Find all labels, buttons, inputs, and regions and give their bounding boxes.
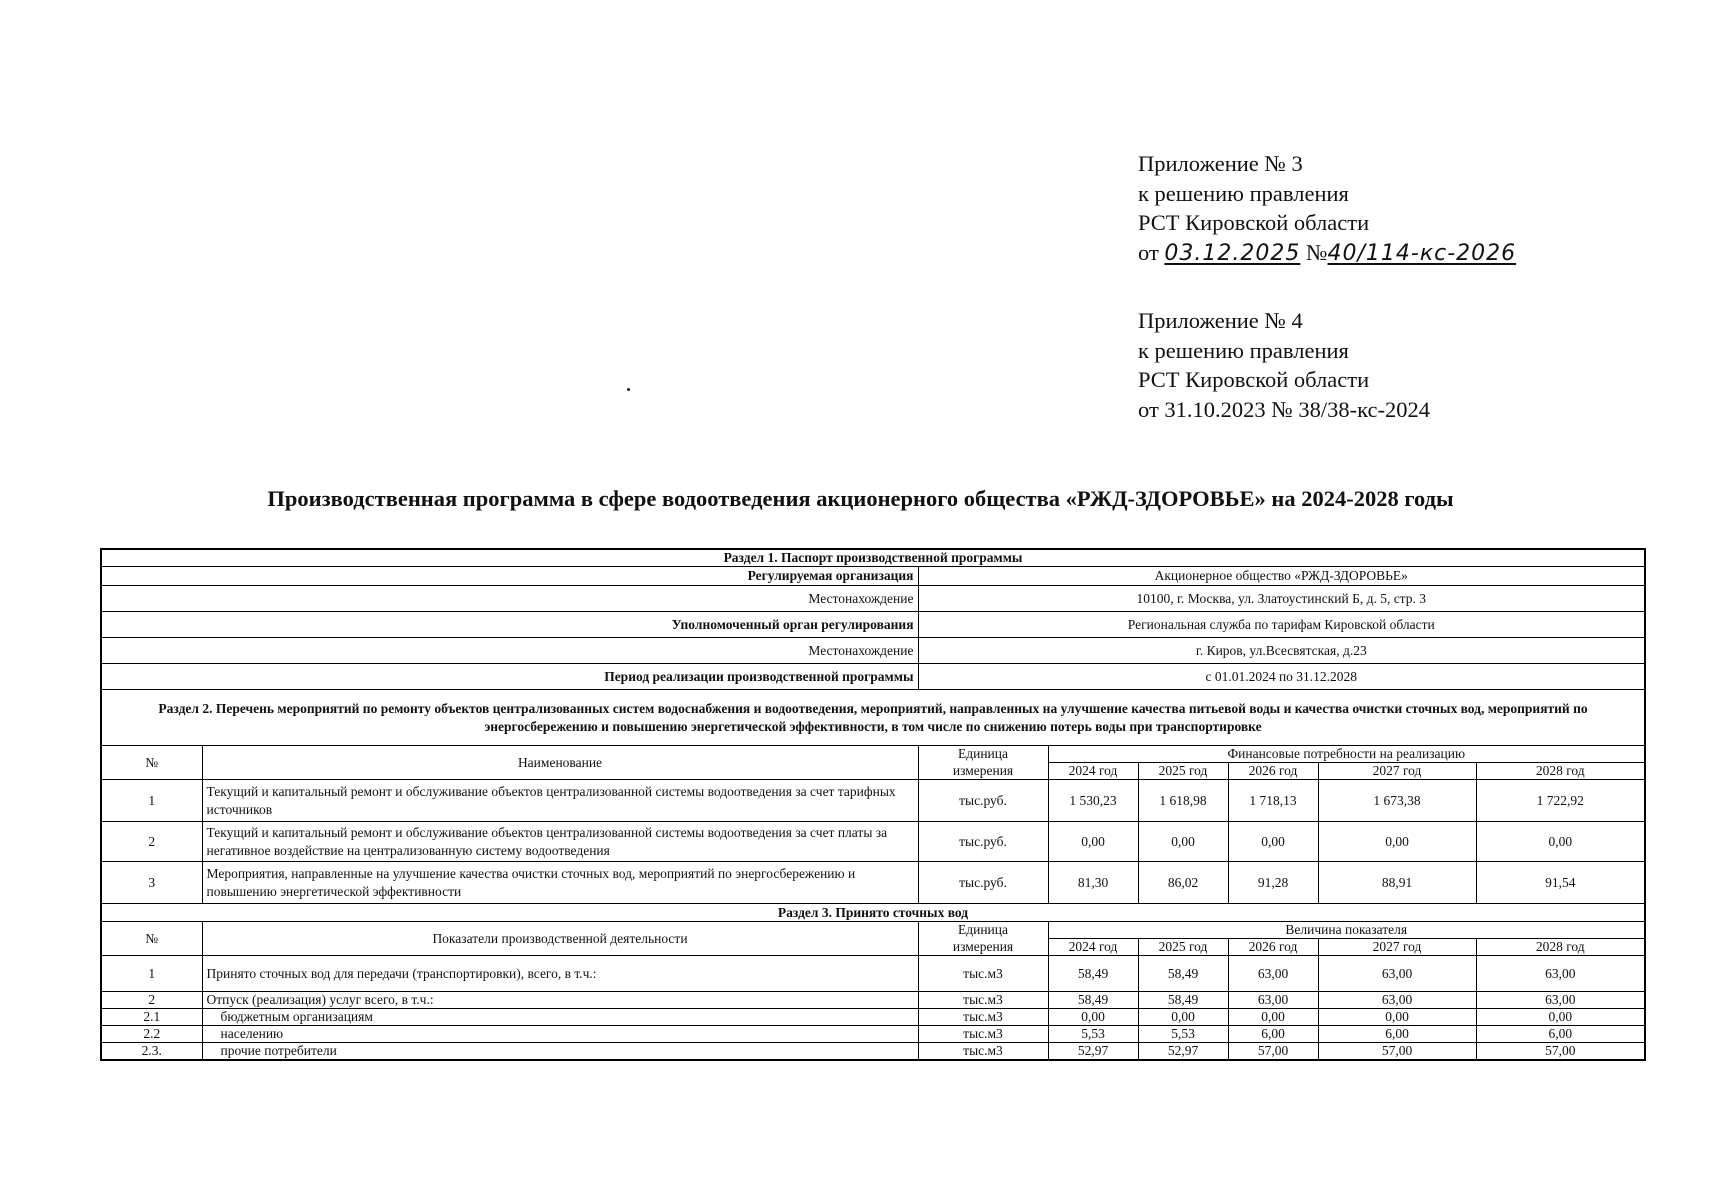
row-value: 0,00 <box>1228 822 1318 862</box>
table-row <box>101 1026 1645 1043</box>
row-value: 57,00 <box>1228 1043 1318 1061</box>
row-number: 2.3. <box>101 1043 202 1061</box>
row-value: 63,00 <box>1476 956 1645 992</box>
section-2-header: Раздел 2. Перечень мероприятий по ремонту объектов централизованных систем водоснабжения и водоотведения, мероприятий, направленных на улучшение качества питьевой воды и качества очистки сточных вод, мероприятий по энергосбережению и повышению энергетической эффективности, в том числе по снижению потерь воды при транспортировке <box>101 690 1645 746</box>
row-value: 91,28 <box>1228 862 1318 904</box>
row-value: 58,49 <box>1048 956 1138 992</box>
col-header-year: 2028 год <box>1476 763 1645 780</box>
row-value: 0,00 <box>1048 1009 1138 1026</box>
row-name: прочие потребители <box>202 1043 918 1061</box>
appendix-4-block <box>1138 306 1430 424</box>
appendix-3-number-prefix: № <box>1306 239 1328 265</box>
row-unit: тыс.руб. <box>918 822 1048 862</box>
passport-value: 10100, г. Москва, ул. Златоустинский Б, д. 5, стр. 3 <box>918 586 1645 612</box>
row-number: 2.1 <box>101 1009 202 1026</box>
row-value: 63,00 <box>1318 956 1476 992</box>
row-name: Текущий и капитальный ремонт и обслуживание объектов централизованной системы водоотведения за счет платы за негативное воздействие на централизованную систему водоотведения <box>202 822 918 862</box>
row-unit: тыс.руб. <box>918 780 1048 822</box>
row-number: 2 <box>101 992 202 1009</box>
col-header-year: 2026 год <box>1228 763 1318 780</box>
row-name: Текущий и капитальный ремонт и обслуживание объектов централизованной системы водоотведения за счет тарифных источников <box>202 780 918 822</box>
col-header-unit: Единица <box>918 746 1048 763</box>
row-value: 63,00 <box>1318 992 1476 1009</box>
table-row <box>101 862 1645 904</box>
row-value: 1 618,98 <box>1138 780 1228 822</box>
table-row <box>101 992 1645 1009</box>
row-unit: тыс.м3 <box>918 1009 1048 1026</box>
col-header-number: № <box>101 746 202 780</box>
row-unit: тыс.м3 <box>918 1026 1048 1043</box>
col-header-year: 2024 год <box>1048 763 1138 780</box>
row-value: 52,97 <box>1138 1043 1228 1061</box>
row-value: 52,97 <box>1048 1043 1138 1061</box>
passport-row <box>101 586 1645 612</box>
row-name: Мероприятия, направленные на улучшение качества очистки сточных вод, мероприятий по энергосбережению и повышению энергетической эффективности <box>202 862 918 904</box>
table-row <box>101 822 1645 862</box>
row-number: 2.2 <box>101 1026 202 1043</box>
col-header-financial-needs: Финансовые потребности на реализацию <box>1048 746 1645 763</box>
row-value: 6,00 <box>1228 1026 1318 1043</box>
appendix-3-title: Приложение № 3 <box>1138 151 1303 176</box>
appendix-3-line-3: РСТ Кировской области <box>1138 210 1370 235</box>
appendix-3-handwritten-number: 40/114-кс-2026 <box>1327 240 1517 266</box>
appendix-3-block <box>1138 149 1516 268</box>
row-value: 6,00 <box>1318 1026 1476 1043</box>
appendix-4-title: Приложение № 4 <box>1138 308 1303 333</box>
row-name: Принято сточных вод для передачи (транспортировки), всего, в т.ч.: <box>202 956 918 992</box>
appendix-3-handwritten-date: 03.12.2025 <box>1164 240 1301 266</box>
col-header-indicator-value: Величина показателя <box>1048 922 1645 939</box>
col-header-unit: Единица <box>918 922 1048 939</box>
production-program-table <box>100 548 1646 1061</box>
appendix-3-line-2: к решению правления <box>1138 180 1349 206</box>
passport-value: г. Киров, ул.Всесвятская, д.23 <box>918 638 1645 664</box>
document-title: Производственная программа в сфере водоотведения акционерного общества «РЖД-ЗДОРОВЬЕ» на 2024-2028 годы <box>267 486 1454 511</box>
row-name: бюджетным организациям <box>202 1009 918 1026</box>
passport-label: Местонахождение <box>101 638 918 664</box>
row-value: 0,00 <box>1048 822 1138 862</box>
row-number: 1 <box>101 780 202 822</box>
row-value: 0,00 <box>1138 1009 1228 1026</box>
scan-speck <box>627 388 630 391</box>
appendix-4-line-4: от 31.10.2023 № 38/38-кс-2024 <box>1138 396 1430 422</box>
col-header-year: 2025 год <box>1138 939 1228 956</box>
passport-label: Регулируемая организация <box>101 567 918 586</box>
passport-row <box>101 567 1645 586</box>
row-name: Отпуск (реализация) услуг всего, в т.ч.: <box>202 992 918 1009</box>
col-header-indicators: Показатели производственной деятельности <box>202 922 918 956</box>
section-3-header: Раздел 3. Принято сточных вод <box>101 904 1645 922</box>
row-name: населению <box>202 1026 918 1043</box>
row-unit: тыс.м3 <box>918 956 1048 992</box>
table-row <box>101 780 1645 822</box>
row-value: 57,00 <box>1318 1043 1476 1061</box>
col-header-unit-line-2: измерения <box>918 763 1048 780</box>
row-value: 6,00 <box>1476 1026 1645 1043</box>
row-value: 5,53 <box>1048 1026 1138 1043</box>
row-value: 58,49 <box>1138 992 1228 1009</box>
appendix-4-line-2: к решению правления <box>1138 337 1349 363</box>
passport-row <box>101 612 1645 638</box>
col-header-year: 2027 год <box>1318 763 1476 780</box>
row-value: 5,53 <box>1138 1026 1228 1043</box>
row-value: 63,00 <box>1476 992 1645 1009</box>
row-unit: тыс.руб. <box>918 862 1048 904</box>
row-value: 0,00 <box>1476 1009 1645 1026</box>
row-value: 0,00 <box>1476 822 1645 862</box>
col-header-year: 2024 год <box>1048 939 1138 956</box>
row-unit: тыс.м3 <box>918 1043 1048 1061</box>
row-value: 1 673,38 <box>1318 780 1476 822</box>
row-value: 81,30 <box>1048 862 1138 904</box>
section-1-header: Раздел 1. Паспорт производственной программы <box>101 549 1645 567</box>
passport-value: с 01.01.2024 по 31.12.2028 <box>918 664 1645 690</box>
appendix-4-line-3: РСТ Кировской области <box>1138 367 1370 392</box>
row-number: 1 <box>101 956 202 992</box>
row-value: 1 530,23 <box>1048 780 1138 822</box>
col-header-year: 2026 год <box>1228 939 1318 956</box>
row-value: 91,54 <box>1476 862 1645 904</box>
row-value: 1 718,13 <box>1228 780 1318 822</box>
appendix-3-from-prefix: от <box>1138 239 1159 265</box>
row-value: 57,00 <box>1476 1043 1645 1061</box>
row-value: 1 722,92 <box>1476 780 1645 822</box>
row-value: 0,00 <box>1318 1009 1476 1026</box>
col-header-year: 2028 год <box>1476 939 1645 956</box>
table-row <box>101 956 1645 992</box>
row-value: 0,00 <box>1228 1009 1318 1026</box>
table-row <box>101 1009 1645 1026</box>
passport-row <box>101 638 1645 664</box>
appendix-3-date-line <box>1138 238 1516 269</box>
passport-label: Период реализации производственной программы <box>101 664 918 690</box>
row-number: 3 <box>101 862 202 904</box>
passport-value: Акционерное общество «РЖД-ЗДОРОВЬЕ» <box>918 567 1645 586</box>
col-header-year: 2025 год <box>1138 763 1228 780</box>
passport-value: Региональная служба по тарифам Кировской области <box>918 612 1645 638</box>
col-header-number: № <box>101 922 202 956</box>
row-value: 63,00 <box>1228 956 1318 992</box>
col-header-name: Наименование <box>202 746 918 780</box>
col-header-year: 2027 год <box>1318 939 1476 956</box>
row-unit: тыс.м3 <box>918 992 1048 1009</box>
table-row <box>101 1043 1645 1061</box>
row-value: 88,91 <box>1318 862 1476 904</box>
col-header-unit-line-2: измерения <box>918 939 1048 956</box>
row-value: 58,49 <box>1138 956 1228 992</box>
row-value: 63,00 <box>1228 992 1318 1009</box>
row-number: 2 <box>101 822 202 862</box>
row-value: 86,02 <box>1138 862 1228 904</box>
passport-row <box>101 664 1645 690</box>
passport-label: Местонахождение <box>101 586 918 612</box>
row-value: 0,00 <box>1138 822 1228 862</box>
row-value: 58,49 <box>1048 992 1138 1009</box>
passport-label: Уполномоченный орган регулирования <box>101 612 918 638</box>
row-value: 0,00 <box>1318 822 1476 862</box>
